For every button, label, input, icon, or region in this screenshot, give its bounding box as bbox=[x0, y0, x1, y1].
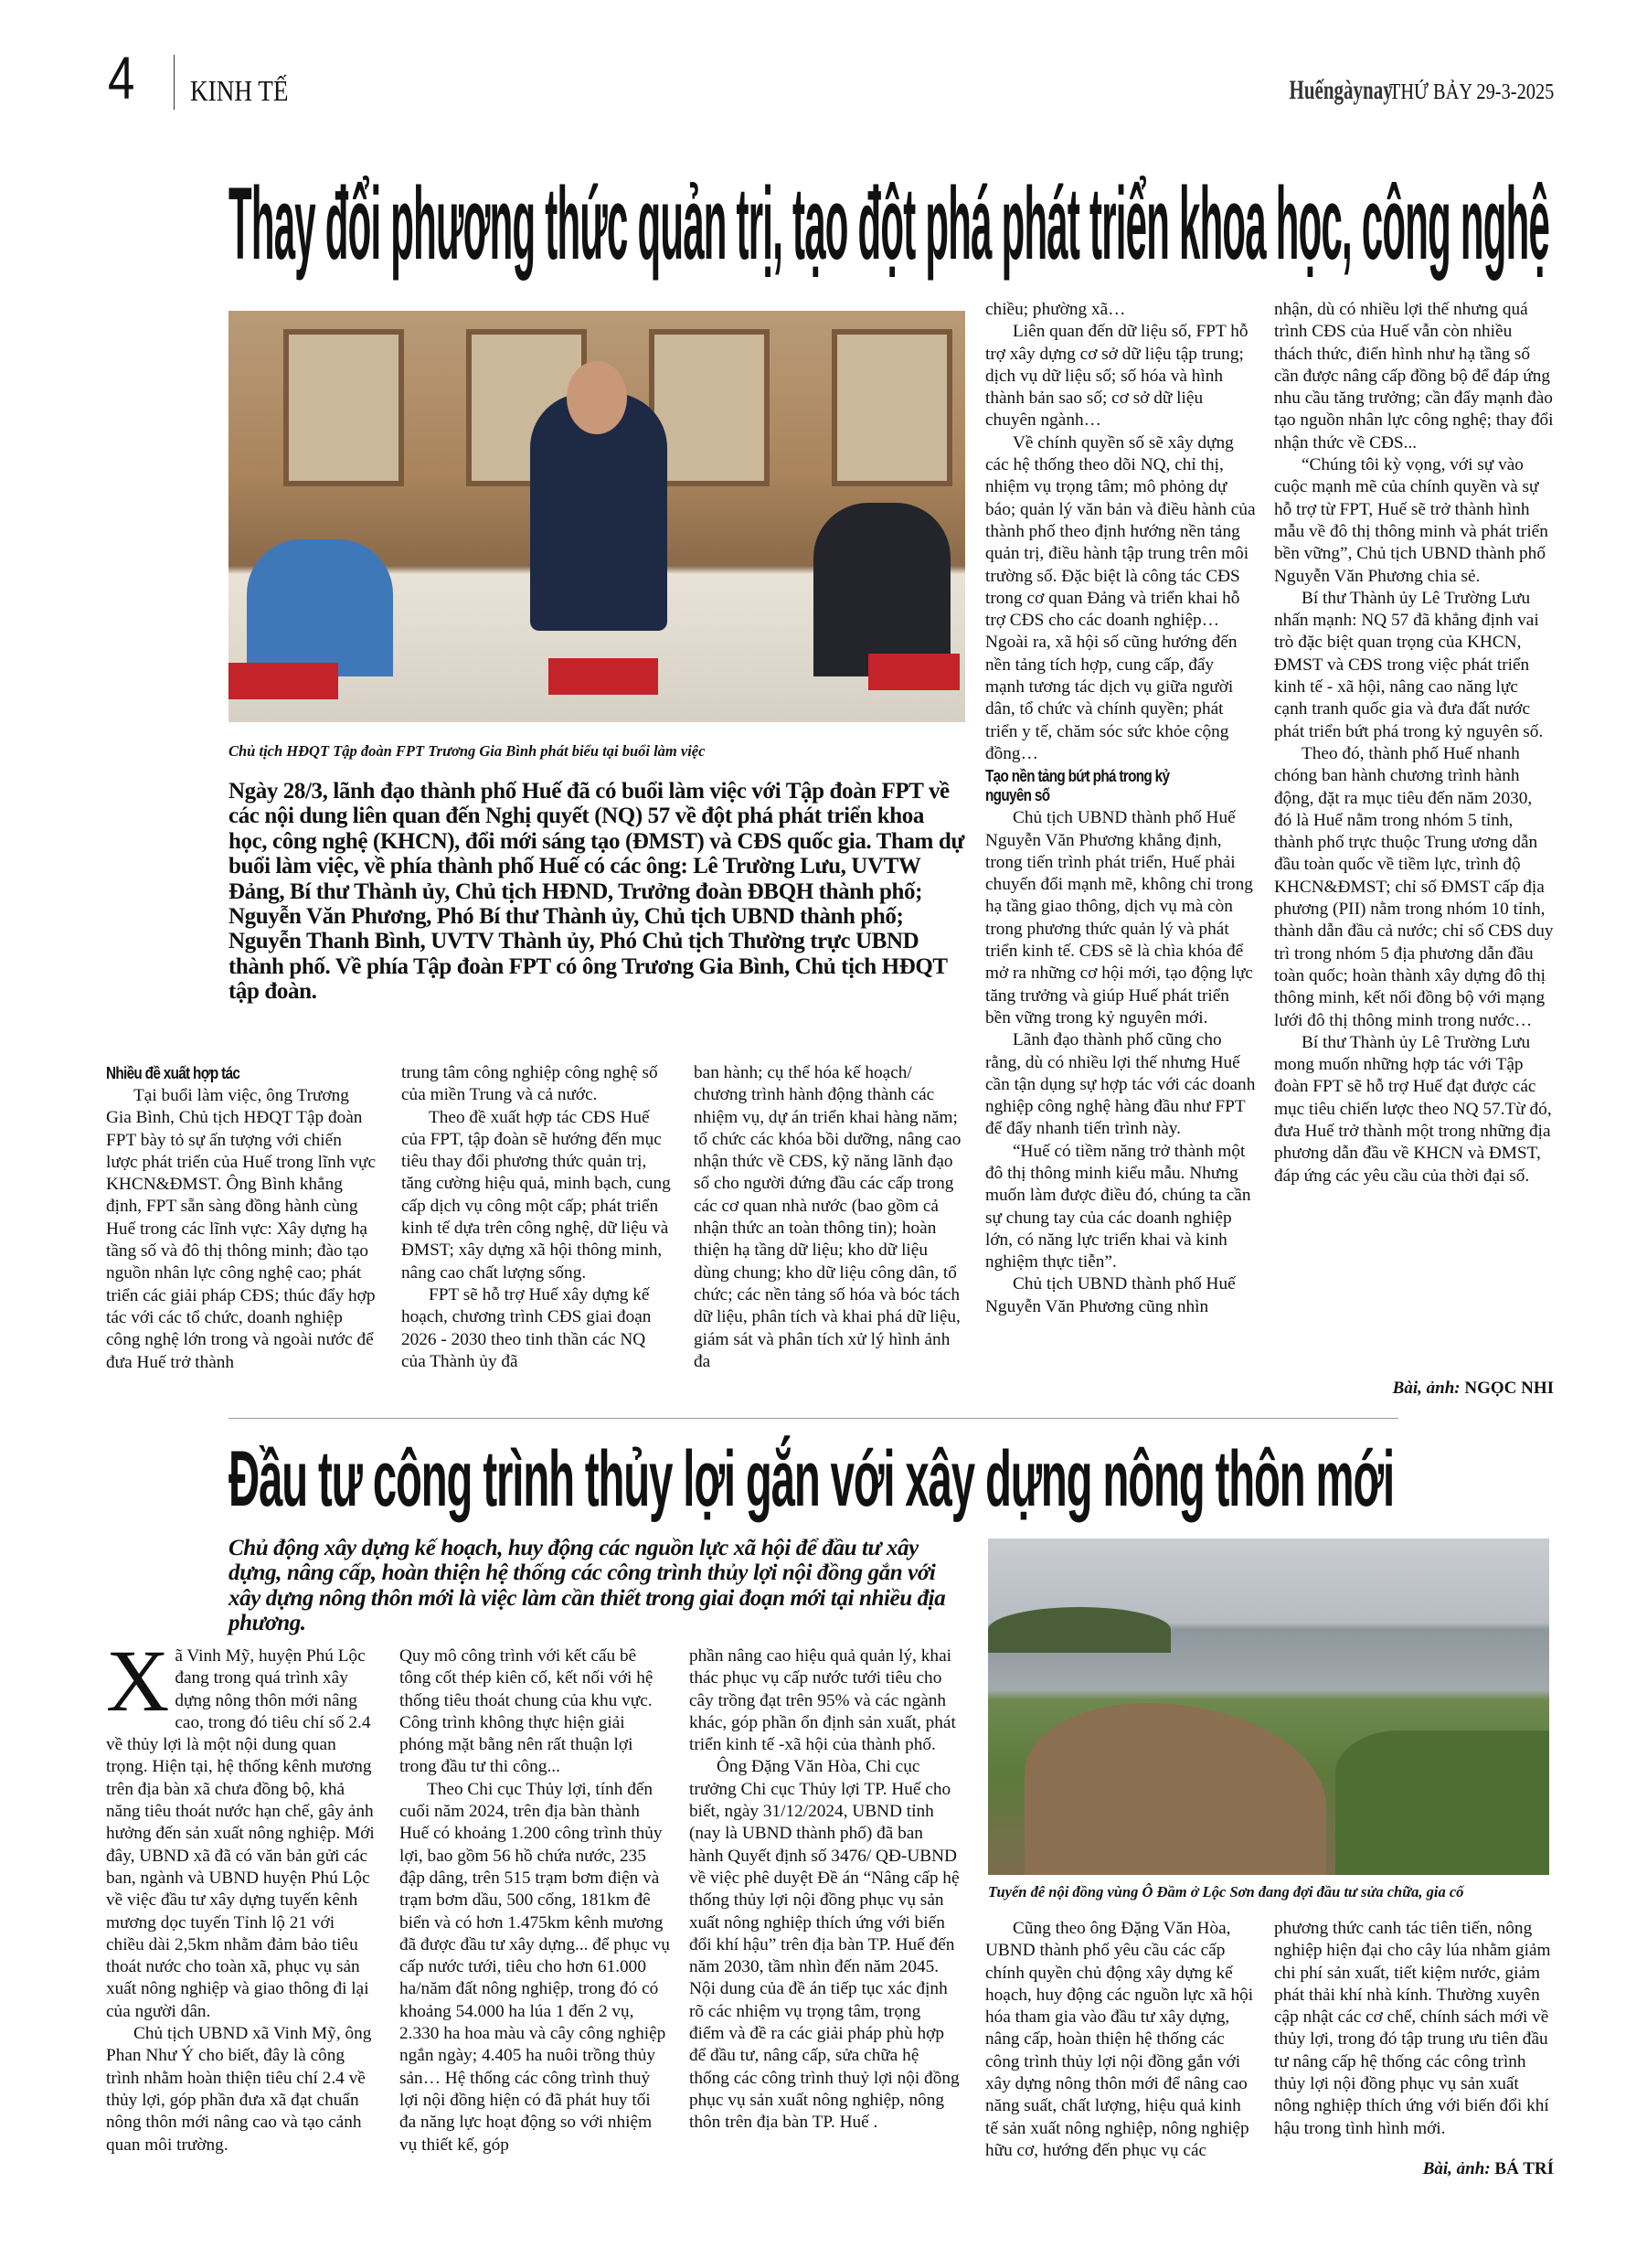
paragraph: Quy mô công trình với kết cấu bê tông cốt thép kiên cố, kết nối với hệ thống tiêu thoát chung của khu vực. Công trình không thực hiện giải phóng mặt bằng nên rất thuận lợi trong đầu tư thi công... bbox=[399, 1646, 653, 1777]
byline-author: BÁ TRÍ bbox=[1494, 2159, 1554, 2178]
article1-photo bbox=[228, 311, 965, 722]
paragraph: Theo Chi cục Thủy lợi, tính đến cuối năm 2024, trên địa bàn thành Huế có khoảng 1.200 công trình thủy lợi, bao gồm 56 hồ chứa nước, 235 đập dâng, trên 515 trạm bơm điện và trạm bơm dầu, 500 cống, 181km đê biển và có hơn 1.475km kênh mương đã được đầu tư xây dựng... để phục vụ cấp nước tưới, tiêu cho hơn 61.000 ha/năm đất nông nghiệp, trong đó có khoảng 54.000 ha lúa 1 đến 2 vụ, 2.330 ha hoa màu và cây công nghiệp ngắn ngày; 4.405 ha nuôi trồng thủy sản… Hệ thống các công trình thuỷ lợi nội đồng hiện có đã phát huy tối đa năng lực hoạt động so với nhiệm vụ thiết kế, góp bbox=[399, 1779, 670, 2155]
issue-date: THỨ BẢY 29-3-2025 bbox=[1388, 80, 1554, 104]
article2-column-5 bbox=[1274, 1918, 1554, 2140]
article2-column-4 bbox=[985, 1918, 1256, 2162]
article2-lead: Chủ động xây dựng kế hoạch, huy động các nguồn lực xã hội để đầu tư xây dựng, nâng cấp, hoàn thiện hệ thống các công trình thủy lợi nội đồng gắn với xây dựng nông thôn mới là việc làm cần thiết trong giai đoạn mới tại nhiều địa phương. bbox=[228, 1536, 946, 1636]
nameplate bbox=[228, 663, 338, 699]
subheading: Nhiều đề xuất hợp tác bbox=[106, 1064, 240, 1082]
header-divider bbox=[174, 55, 175, 110]
window-panel bbox=[283, 329, 404, 486]
article2-column-1 bbox=[106, 1632, 377, 2156]
paragraph: “Huế có tiềm năng trở thành một đô thị thông minh kiểu mẫu. Nhưng muốn làm được điều đó, chúng ta cần sự chung tay của các doanh nghiệp lớn, có năng lực triển khai và kinh nghiệm thực tiễn”. bbox=[985, 1141, 1251, 1272]
section-title: KINH TẾ bbox=[190, 74, 289, 107]
paragraph: “Chúng tôi kỳ vọng, với sự vào cuộc mạnh mẽ của chính quyền và sự hỗ trợ từ FPT, Huế sẽ trở thành hình mẫu về đô thị thông minh và phát triển bền vững”, Chủ tịch UBND thành phố Nguyễn Văn Phương chia sẻ. bbox=[1274, 455, 1548, 586]
paragraph: phần nâng cao hiệu quả quản lý, khai thác phục vụ cấp nước tưới tiêu cho cây trồng đạt trên 95% và các ngành khác, góp phần ổn định sản xuất, phát triển kinh tế -xã hội của thành phố. bbox=[689, 1646, 956, 1755]
byline-label: Bài, ảnh: bbox=[1422, 2159, 1491, 2178]
article2-photo-caption: Tuyến đê nội đồng vùng Ô Đầm ở Lộc Sơn đang đợi đầu tư sửa chữa, gia cố bbox=[988, 1883, 1464, 1901]
article1-column-1 bbox=[106, 1062, 377, 1374]
article2-column-2 bbox=[399, 1645, 670, 2156]
eroded-bank bbox=[1025, 1703, 1326, 1875]
article1-byline bbox=[1274, 1379, 1554, 1399]
byline-author: NGỌC NHI bbox=[1464, 1379, 1554, 1398]
paragraph: Liên quan đến dữ liệu số, FPT hỗ trợ xây dựng cơ sở dữ liệu tập trung; dịch vụ dữ liệu số; số hóa và hình thành bản sao số; cơ sở dữ liệu chuyên ngành… bbox=[985, 322, 1249, 431]
article2-byline bbox=[1274, 2159, 1554, 2179]
paragraph: Chủ tịch UBND xã Vinh Mỹ, ông Phan Như Ý cho biết, đây là công trình nhằm hoàn thiện tiêu chí 2.4 về thủy lợi, góp phần đưa xã đạt chuẩn nông thôn mới nâng cao và tạo cảnh quan môi trường. bbox=[106, 2024, 372, 2155]
paragraph: Chủ tịch UBND thành phố Huế Nguyễn Văn Phương khẳng định, trong tiến trình phát triển, Huế phải chuyển đổi mạnh mẽ, không chỉ trong hạ tầng giao thông, dịch vụ mà còn trong phương thức quản lý và phát triển kinh tế. CĐS sẽ là chìa khóa để mở ra những cơ hội mới, tạo động lực tăng trưởng và giúp Huế phát triển bền vững trong kỷ nguyên mới. bbox=[985, 808, 1253, 1028]
window-panel bbox=[832, 329, 952, 486]
paragraph: Xã Vinh Mỹ, huyện Phú Lộc đang trong quá trình xây dựng nông thôn mới nâng cao, trong đó tiêu chí số 2.4 về thủy lợi là một nội dung quan trọng. Hiện tại, hệ thống kênh mương trên địa bàn xã chưa đồng bộ, khả năng tiêu thoát nước hạn chế, gây ảnh hưởng đến sản xuất nông nghiệp. Mới đây, UBND xã đã có văn bản gửi các ban, ngành và UBND huyện Phú Lộc về việc đầu tư xây dựng tuyến kênh mương dọc tuyến Tỉnh lộ 21 với chiều dài 2,5km nhằm đảm bảo tiêu thoát nước cho toàn xã, phục vụ sản xuất nông nghiệp và giao thông đi lại của người dân. bbox=[106, 1632, 375, 2021]
article2-headline: Đầu tư công trình thủy lợi gắn với xây dựng nông thôn mới bbox=[228, 1435, 1395, 1523]
paragraph: phương thức canh tác tiên tiến, nông nghiệp hiện đại cho cây lúa nhằm giảm chi phí sản xuất, tiết kiệm nước, giảm phát thải khí nhà kính. Thường xuyên cập nhật các cơ chế, chính sách mới về thủy lợi, trong đó tập trung ưu tiên đầu tư nâng cấp hệ thống các công trình thủy lợi nội đồng phục vụ sản xuất nông nghiệp thích ứng với biến đổi khí hậu trong tình hình mới. bbox=[1274, 1919, 1551, 2138]
paragraph: FPT sẽ hỗ trợ Huế xây dựng kế hoạch, chương trình CĐS giai đoạn 2026 - 2030 theo tinh thần các NQ của Thành ủy đã bbox=[401, 1284, 652, 1371]
article1-column-4 bbox=[985, 299, 1256, 1318]
page-number: 4 bbox=[108, 44, 135, 112]
masthead bbox=[1245, 75, 1554, 106]
person-head bbox=[567, 361, 627, 434]
paragraph: trung tâm công nghiệp công nghệ số của miền Trung và cả nước. bbox=[401, 1063, 658, 1105]
article1-column-3 bbox=[694, 1062, 964, 1373]
subheading: Tạo nền tảng bứt phá trong kỷ nguyên số bbox=[985, 767, 1170, 805]
paragraph: ban hành; cụ thể hóa kế hoạch/ chương trình hành động thành các nhiệm vụ, dự án triển khai hàng năm; tổ chức các khóa bồi dưỡng, nâng cao nhận thức về CĐS, kỹ năng lãnh đạo số cho người đứng đầu các cấp trong các cơ quan nhà nước (bao gồm cả nhận thức an toàn thông tin); hoàn thiện hạ tầng dữ liệu; kho dữ liệu dùng chung; kho dữ liệu công dân, tổ chức; các nền tảng số hóa và bóc tách dữ liệu, phân tích và khai phá dữ liệu, giám sát và phân tích xử lý hình ảnh đa bbox=[694, 1063, 962, 1371]
paragraph: Theo đó, thành phố Huế nhanh chóng ban hành chương trình hành động, đặt ra mục tiêu đến năm 2030, đó là Huế nằm trong nhóm 5 tỉnh, thành phố trực thuộc Trung ương dẫn đầu toàn quốc về tiềm lực, trình độ KHCN&ĐMST; chỉ số ĐMST cấp địa phương (PII) nằm trong nhóm 10 tỉnh, thành dẫn đầu cả nước; chỉ số CĐS duy trì trong nhóm 5 địa phương dẫn đầu toàn quốc; hoàn thành xây dựng đô thị thông minh, kết nối đồng bộ với mạng lưới đô thị thông minh trong nước… bbox=[1274, 743, 1554, 1030]
byline-label: Bài, ảnh: bbox=[1392, 1379, 1461, 1398]
tree-line bbox=[988, 1607, 1171, 1653]
grass-area bbox=[1335, 1730, 1549, 1875]
paragraph: Lãnh đạo thành phố cũng cho rằng, dù có nhiều lợi thế nhưng Huế cần tận dụng sự hợp tác với các doanh nghiệp công nghệ hàng đầu như FPT để đẩy nhanh tiến trình này. bbox=[985, 1030, 1256, 1139]
article2-photo bbox=[988, 1539, 1549, 1875]
paragraph: Theo đề xuất hợp tác CĐS Huế của FPT, tập đoàn sẽ hướng đến mục tiêu thay đổi phương thức quản trị, tăng cường hiệu quả, minh bạch, cung cấp dịch vụ công một cấp; phát triển kinh tế dựa trên công nghệ, dữ liệu và ĐMST; xây dựng xã hội thông minh, nâng cao chất lượng sống. bbox=[401, 1107, 671, 1283]
paragraph: Bí thư Thành ủy Lê Trường Lưu nhấn mạnh: NQ 57 đã khẳng định vai trò đặc biệt quan trọng của KHCN, ĐMST và CĐS trong việc phát triển kinh tế - xã hội, nâng cao năng lực cạnh tranh quốc gia và đưa đất nước phát triển bứt phá trong kỷ nguyên số. bbox=[1274, 588, 1544, 741]
paragraph: chiều; phường xã… bbox=[985, 300, 1126, 319]
paragraph: nhận, dù có nhiều lợi thế nhưng quá trình CĐS của Huế vẫn còn nhiều thách thức, điển hình như hạ tầng số cần được nâng cấp đồng bộ để đáp ứng nhu cầu tăng trưởng; cần đẩy mạnh đào tạo nguồn nhân lực công nghệ; thay đổi nhận thức về CĐS... bbox=[1274, 300, 1554, 453]
article-divider bbox=[228, 1418, 1398, 1419]
newspaper-logo: Huếngàynay bbox=[1289, 75, 1393, 105]
paragraph: Tại buổi làm việc, ông Trương Gia Bình, Chủ tịch HĐQT Tập đoàn FPT bày tỏ sự ấn tượng với chiến lược phát triển của Huế trong lĩnh vực KHCN&ĐMST. Ông Bình khẳng định, FPT sẵn sàng đồng hành cùng Huế trong các lĩnh vực: Xây dựng hạ tầng số và đô thị thông minh; đào tạo nguồn nhân lực công nghệ cao; phát triển các giải pháp CĐS; thúc đẩy hợp tác với các tổ chức, doanh nghiệp công nghệ lớn trong và ngoài nước để đưa Huế trở thành bbox=[106, 1086, 377, 1372]
paragraph: Về chính quyền số sẽ xây dựng các hệ thống theo dõi NQ, chỉ thị, nhiệm vụ trọng tâm; mô phỏng dự báo; quản lý văn bản và điều hành của thành phố theo định hướng nền tảng quản trị, điều hành tập trung trên môi trường số. Đặc biệt là công tác CĐS trong cơ quan Đảng và triển khai hỗ trợ CĐS cho các doanh nghiệp… Ngoài ra, xã hội số cũng hướng đến nền tảng tích hợp, cung cấp, đẩy mạnh tương tác dịch vụ giữa người dân, tổ chức và chính quyền; phát triển y tế, chăm sóc sức khỏe cộng đồng… bbox=[985, 432, 1256, 763]
article1-column-2 bbox=[401, 1062, 672, 1373]
person-left bbox=[247, 539, 393, 676]
paragraph: Ông Đặng Văn Hòa, Chi cục trưởng Chi cục Thủy lợi TP. Huế cho biết, ngày 31/12/2024, UBND tỉnh (nay là UBND thành phố) đã ban hành Quyết định số 3476/ QĐ-UBND về việc phê duyệt Đề án “Nâng cấp hệ thống thủy lợi nội đồng phục vụ sản xuất nông nghiệp thích ứng với biến đổi khí hậu” trên địa bàn TP. Huế đến năm 2030, tầm nhìn đến năm 2045. Nội dung của đề án tiếp tục xác định rõ các nhiệm vụ trọng tâm, trọng điểm và đề ra các giải pháp phù hợp để đầu tư, nâng cấp, sửa chữa hệ thống các công trình thuỷ lợi nội đồng phục vụ sản xuất nông nghiệp, nông thôn trên địa bàn TP. Huế . bbox=[689, 1757, 960, 2133]
paragraph: Bí thư Thành ủy Lê Trường Lưu mong muốn những hợp tác với Tập đoàn FPT sẽ hỗ trợ Huế đạt được các mục tiêu chiến lược theo NQ 57.Từ đó, đưa Huế trở thành một trong những địa phương dẫn đầu về KHCN và ĐMST, đáp ứng các yêu cầu của thời đại số. bbox=[1274, 1032, 1552, 1186]
article1-column-5 bbox=[1274, 299, 1554, 1187]
article1-photo-caption: Chủ tịch HĐQT Tập đoàn FPT Trương Gia Bình phát biểu tại buổi làm việc bbox=[228, 742, 706, 760]
paragraph: Cũng theo ông Đặng Văn Hòa, UBND thành phố yêu cầu các cấp chính quyền chủ động xây dựng kế hoạch, huy động các nguồn lực xã hội hóa tham gia vào đầu tư xây dựng, nâng cấp, hoàn thiện hệ thống các công trình thủy lợi nội đồng gắn với xây dựng nông thôn mới để nâng cao năng suất, chất lượng, hiệu quả kinh tế sản xuất nông nghiệp, nông nghiệp hữu cơ, hướng đến phục vụ các bbox=[985, 1919, 1254, 2160]
person-right bbox=[813, 503, 951, 676]
article1-lead: Ngày 28/3, lãnh đạo thành phố Huế đã có buổi làm việc với Tập đoàn FPT về các nội dung liên quan đến Nghị quyết (NQ) 57 về đột phá phát triển khoa học, công nghệ (KHCN), đổi mới sáng tạo (ĐMST) và CĐS quốc gia. Tham dự buổi làm việc, về phía thành phố Huế có các ông: Lê Trường Lưu, UVTW Đảng, Bí thư Thành ủy, Chủ tịch HĐND, Trưởng đoàn ĐBQH thành phố; Nguyễn Văn Phương, Phó Bí thư Thành ủy, Chủ tịch UBND thành phố; Nguyễn Thanh Bình, UVTV Thành ủy, Phó Chủ tịch Thường trực UBND thành phố. Về phía Tập đoàn FPT có ông Trương Gia Bình, Chủ tịch HĐQT tập đoàn. bbox=[228, 779, 964, 1005]
article2-column-3 bbox=[689, 1645, 960, 2135]
nameplate bbox=[868, 654, 960, 690]
nameplate bbox=[548, 658, 658, 695]
article1-headline: Thay đổi phương thức quản trị, tạo đột phá phát triển khoa học, công nghệ bbox=[228, 166, 1550, 281]
paragraph: Chủ tịch UBND thành phố Huế Nguyễn Văn Phương cũng nhìn bbox=[985, 1274, 1236, 1316]
